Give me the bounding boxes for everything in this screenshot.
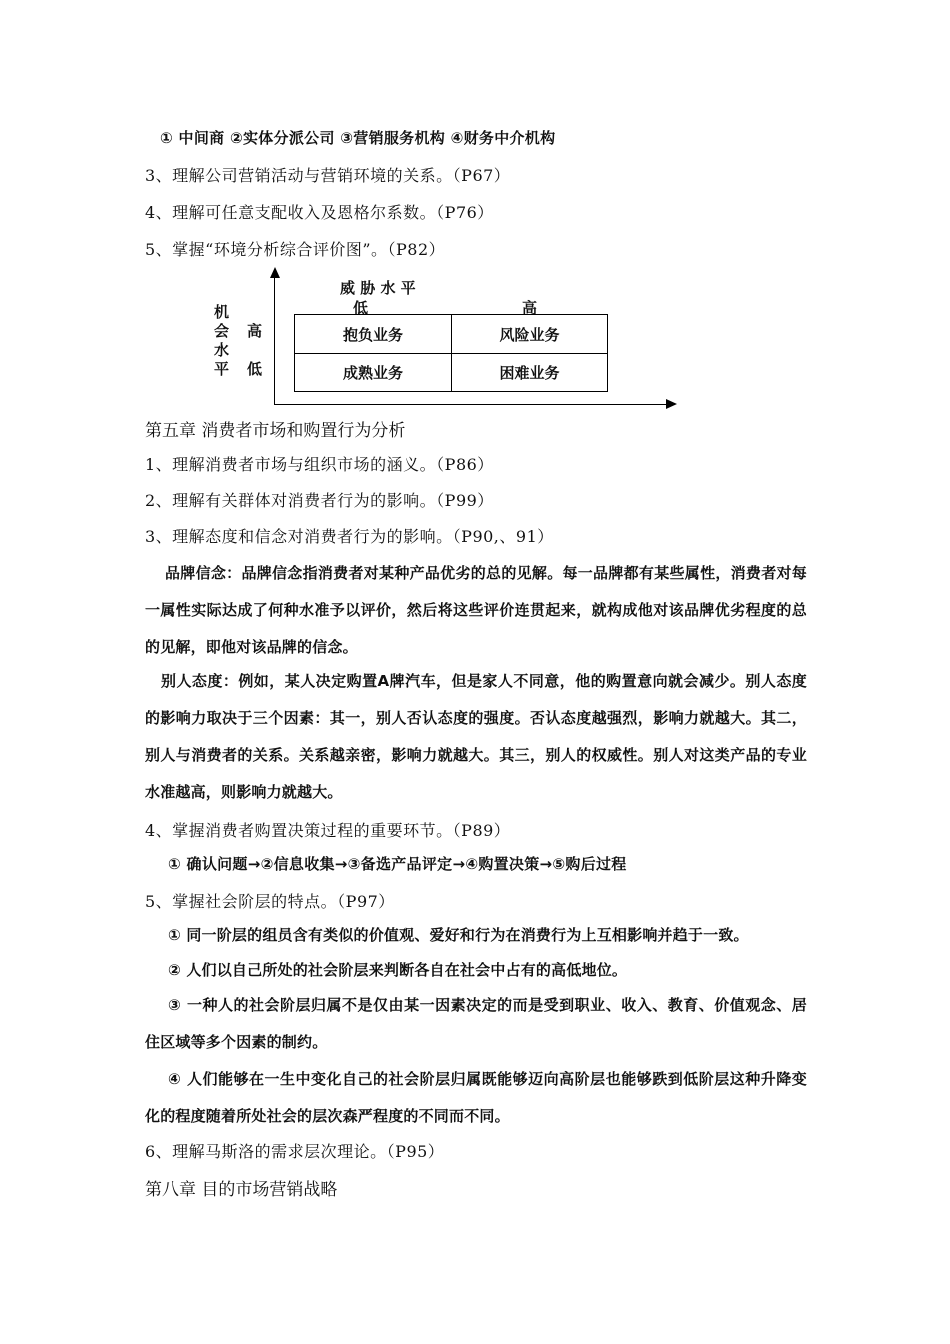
list-item: 1、理解消费者市场与组织市场的涵义。（P86） <box>145 455 494 474</box>
matrix-cell-trouble-business: 困难业务 <box>499 364 560 382</box>
arrow-up-icon <box>270 267 280 278</box>
chapter-heading: 第五章 消费者市场和购置行为分析 <box>145 421 406 441</box>
environment-evaluation-matrix <box>200 265 690 415</box>
opportunity-label-char: 机 <box>214 303 230 321</box>
social-class-point: ④ 人们能够在一生中变化自己的社会阶层归属既能够迈向高阶层也能够跌到低阶层这种升降变化的程度随着所处社会的层次森严程度的不同而不同。 <box>145 1070 807 1125</box>
channel-list: ① 中间商 ②实体分派公司 ③营销服务机构 ④财务中介机构 <box>160 129 556 147</box>
threat-level-label: 威 胁 水 平 <box>340 279 416 297</box>
list-item: 4、掌握消费者购置决策过程的重要环节。（P89） <box>145 821 511 840</box>
threat-low-label: 低 <box>353 299 369 317</box>
decision-process-steps: ① 确认问题→②信息收集→③备选产品评定→④购置决策→⑤购后过程 <box>168 855 627 873</box>
matrix-cell-ideal-business: 抱负业务 <box>295 315 452 354</box>
horizontal-axis <box>274 404 667 405</box>
others-attitude-paragraph: 别人态度：例如，某人决定购置A牌汽车，但是家人不同意，他的购置意向就会减少。别人态度的影响力取决于三个因素：其一，别人否认态度的强度。否认态度越强烈，影响力就越大。其二，别人与消费者的关系。关系越亲密，影响力就越大。其三，别人的权威性。别人对这类产品的专业水准越高，则影响力就越大。 <box>145 672 807 801</box>
list-item: 3、理解态度和信念对消费者行为的影响。（P90,、91） <box>145 527 554 546</box>
vertical-axis <box>274 277 275 405</box>
matrix-cell-risk-business: 风险业务 <box>451 315 608 354</box>
opportunity-low-label: 低 <box>247 360 263 378</box>
matrix-grid <box>294 314 608 392</box>
opportunity-label-char: 水 <box>214 341 230 359</box>
social-class-point: ② 人们以自己所处的社会阶层来判断各自在社会中占有的高低地位。 <box>168 961 628 979</box>
social-class-point: ① 同一阶层的组员含有类似的价值观、爱好和行为在消费行为上互相影响并趋于一致。 <box>168 926 749 944</box>
chapter-heading: 第八章 目的市场营销战略 <box>145 1180 338 1200</box>
list-item: 4、理解可任意支配收入及恩格尔系数。（P76） <box>145 203 494 222</box>
list-item: 6、理解马斯洛的需求层次理论。（P95） <box>145 1142 445 1161</box>
threat-high-label: 高 <box>522 299 538 317</box>
opportunity-label-char: 平 <box>214 360 230 378</box>
list-item: 2、理解有关群体对消费者行为的影响。（P99） <box>145 491 494 510</box>
opportunity-label-char: 会 <box>214 322 230 340</box>
list-item: 5、掌握社会阶层的特点。（P97） <box>145 892 395 911</box>
social-class-point: ③ 一种人的社会阶层归属不是仅由某一因素决定的而是受到职业、收入、教育、价值观念、居住区域等多个因素的制约。 <box>145 996 807 1051</box>
list-item: 5、掌握“环境分析综合评价图”。（P82） <box>145 240 446 259</box>
matrix-cell-mature-business: 成熟业务 <box>295 353 452 392</box>
brand-belief-paragraph: 品牌信念：品牌信念指消费者对某种产品优劣的总的见解。每一品牌都有某些属性，消费者对每一属性实际达成了何种水准予以评价，然后将这些评价连贯起来，就构成他对该品牌优劣程度的总的见解，即他对该品牌的信念。 <box>145 564 807 656</box>
list-item: 3、理解公司营销活动与营销环境的关系。（P67） <box>145 166 511 185</box>
arrow-right-icon <box>666 399 677 409</box>
opportunity-high-label: 高 <box>247 322 263 340</box>
